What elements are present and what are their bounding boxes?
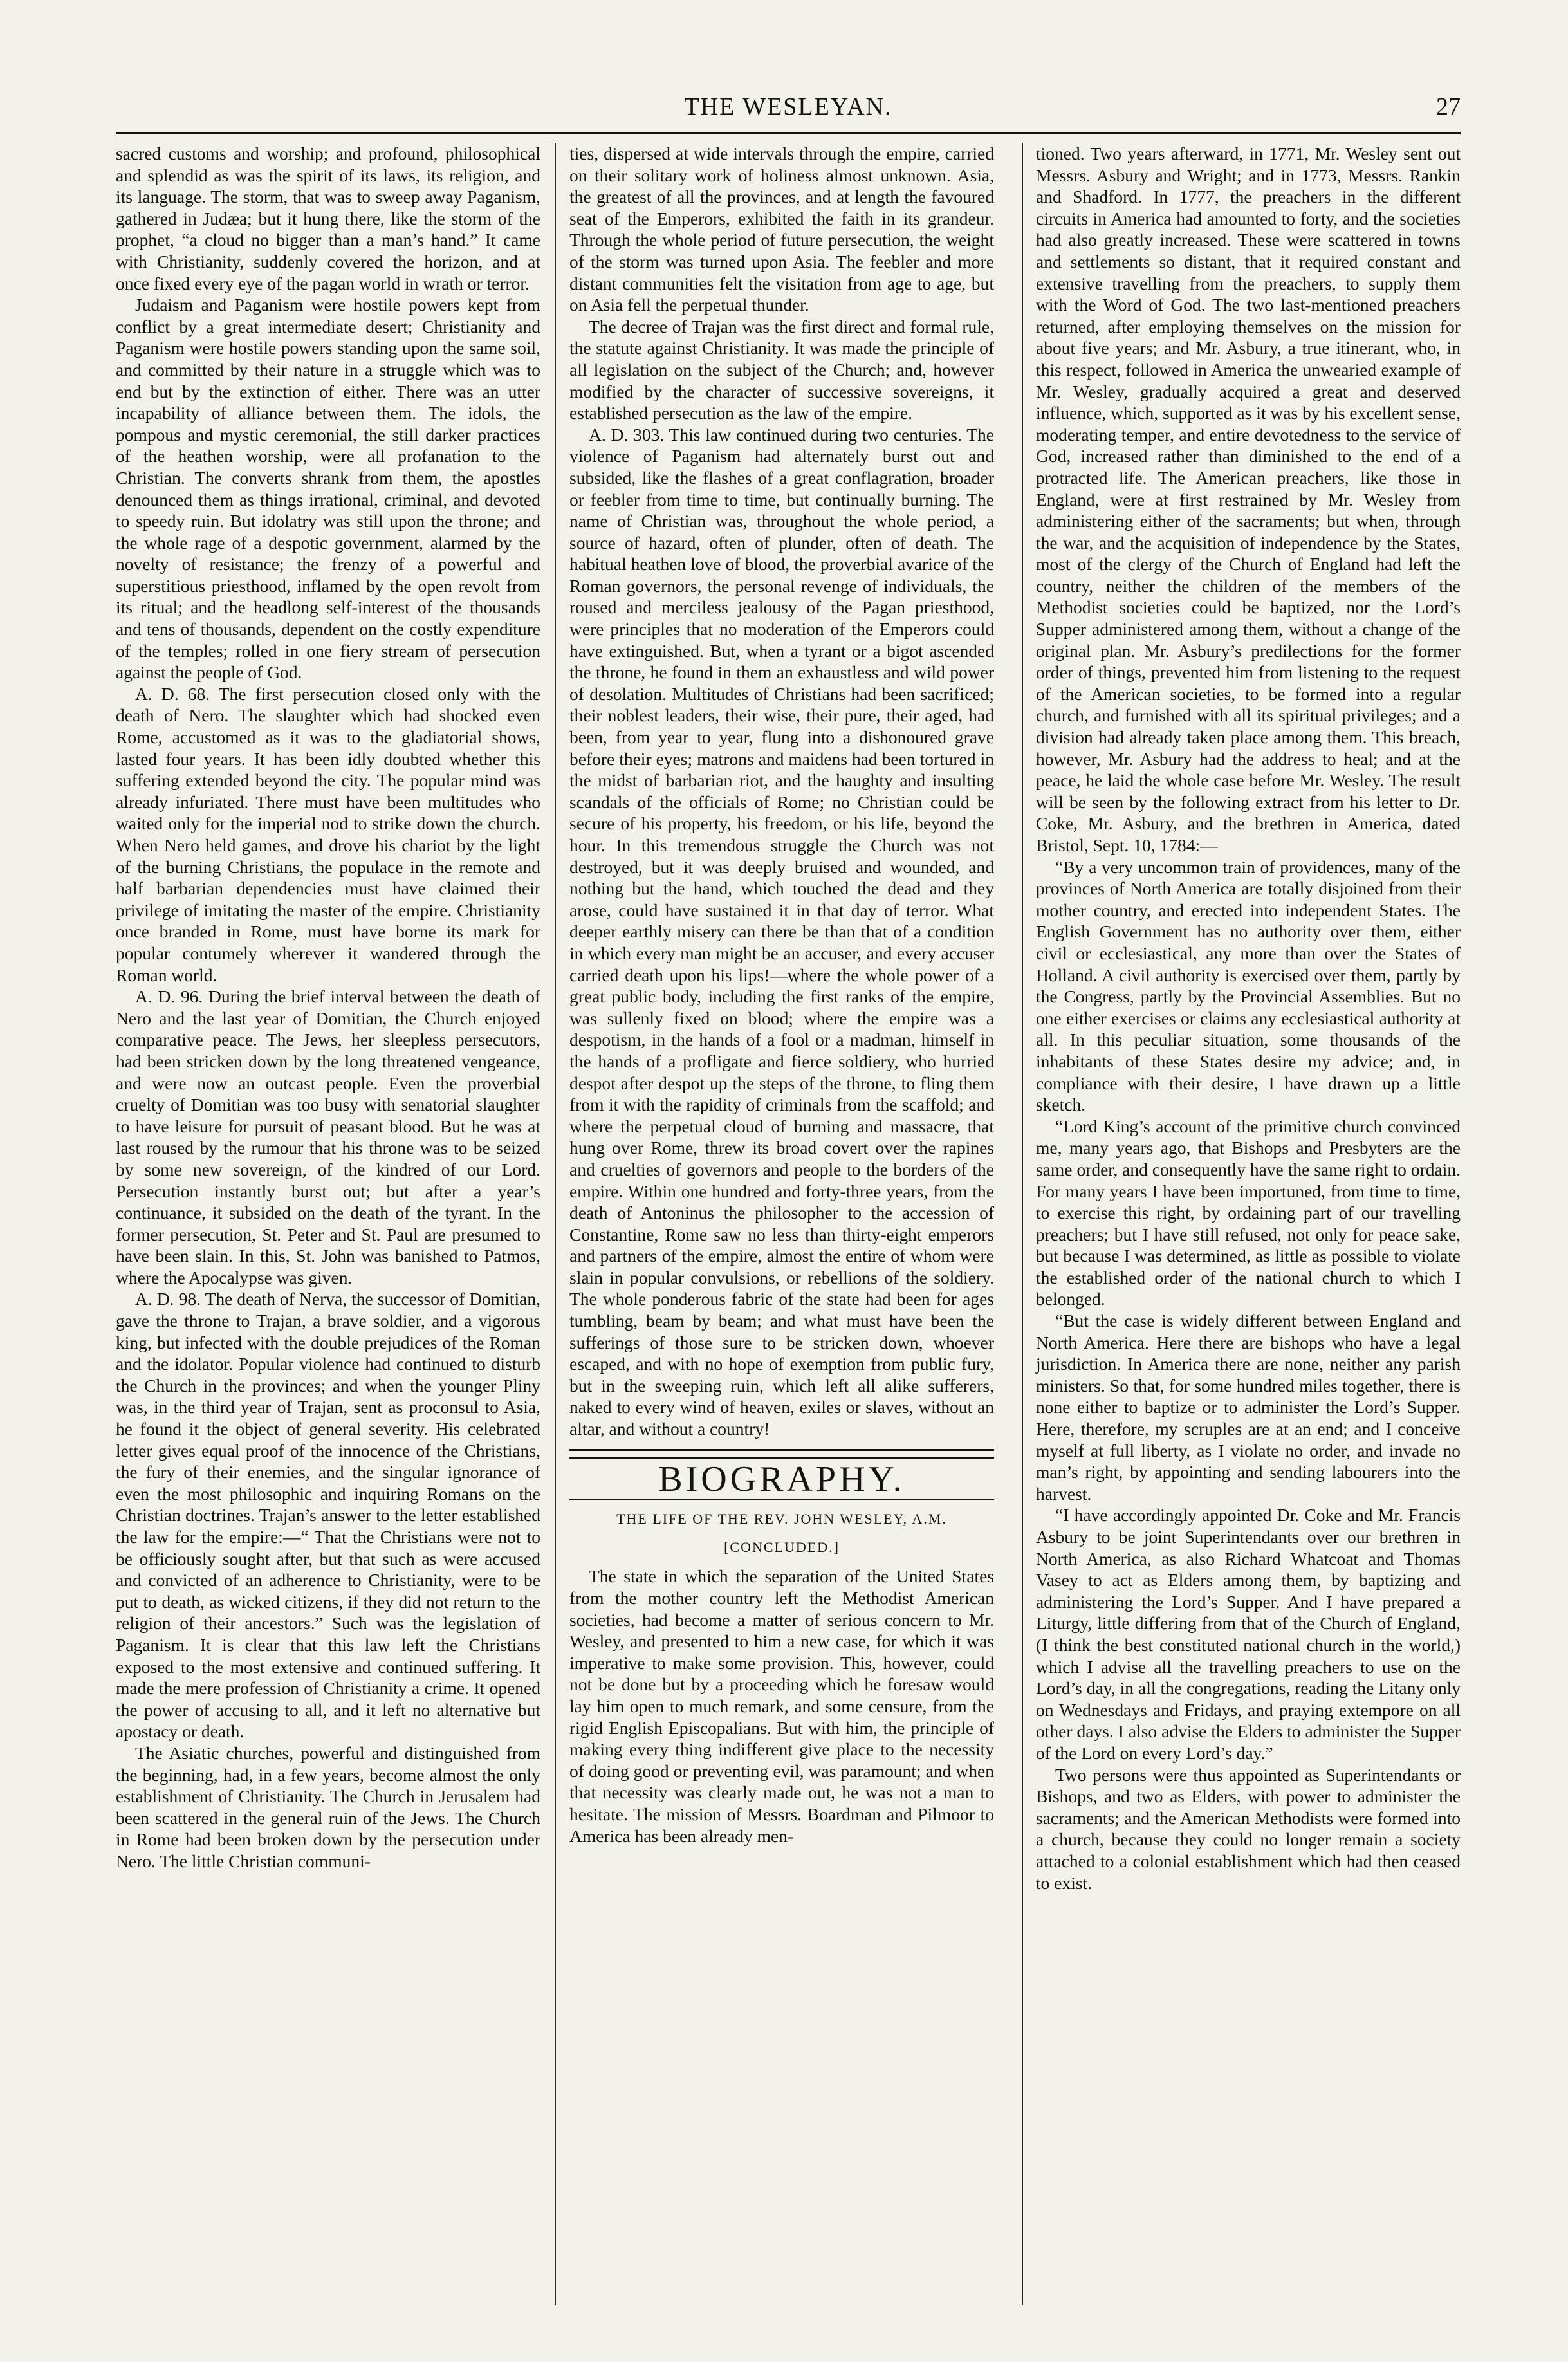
paragraph: A. D. 303. This law continued during two centuries. The violence of Paganism had alternately burst out and subsided, like the flashes of a great conflagration, broader or feebler from time to time, but continually burning. The name of Christian was, throughout the whole period, a source of hazard, often of plunder, often of death. The habitual heathen love of blood, the proverbial avarice of the Roman governors, the personal revenge of individuals, the roused and merciless jealousy of the Pagan priesthood, were principles that no moderation of the Emperors could have extinguished. But, when a tyrant or a bigot ascended the throne, he found in them an exhaustless and wild power of desolation. Multitudes of Christians had been sacrificed; their noblest leaders, their wise, their pure, their aged, had been, from year to year, flung into a dishonoured grave before their eyes; matrons and maidens had been tortured in the midst of barbarian riot, and the haughty and insulting scandals of the officials of Rome; no Christian could be secure of his property, his freedom, or his life, beyond the hour. In this tremendous struggle the Church was not destroyed, but it was deeply bruised and wounded, and nothing but the hand, which touched the dead and they arose, could have sustained it in that day of terror. What deeper earthly misery can there be than that of a condition in which every man might be an accuser, and every accuser carried death upon his lips!—where the whole power of a great public body, including the first ranks of the empire, was sullenly fixed on blood; where the empire was a despotism, in the hands of a fool or a madman, himself in the hands of a profligate and fierce soldiery, who hurried despot after despot up the steps of the throne, to fling them from it with the rapidity of criminals from the scaffold; and where the perpetual cloud of burning and massacre, that hung over Rome, threw its broad covert over the rapines and cruelties of governors and people to the borders of the empire. Within one hundred and forty-three years, from the death of Antoninus the philosopher to the accession of Constantine, Rome saw no less than thirty-eight emperors and partners of the empire, almost the entire of whom were slain in popular convulsions, or rebellions of the soldiery. The whole ponderous fabric of the state had been for ages tumbling, beam by beam; and what must have been the sufferings of those sure to be stricken down, whoever escaped, and with no hope of exemption from public fury, but in the sweeping ruin, which left all alike sufferers, naked to every wind of heaven, exiles or slaves, without an altar, and without a country! xyxy=(569,424,994,1439)
quote-paragraph: “But the case is widely different between England and North America. Here there are bishops who have a legal jurisdiction. In America there are none, neither any parish ministers. So that, for some hundred miles together, there is none either to baptize or to administer the Lord’s Supper. Here, therefore, my scruples are at an end; and I conceive myself at full liberty, as I violate no order, and invade no man’s right, by appointing and sending labourers into the harvest. xyxy=(1036,1311,1461,1504)
quote-paragraph: “I have accordingly appointed Dr. Coke and Mr. Francis Asbury to be joint Superintendants over our brethren in North America, as also Richard Whatcoat and Thomas Vasey to act as Elders among them, by baptizing and administering the Lord’s Supper. And I have prepared a Liturgy, little differing from that of the Church of England, (I think the best constituted national church in the world,) which I advise all the travelling preachers to use on the Lord’s day, in all the congregations, reading the Litany only on Wednesdays and Fridays, and praying extempore on all other days. I also advise the Elders to administer the Supper of the Lord on every Lord’s day.” xyxy=(1036,1505,1461,1763)
page-number: 27 xyxy=(1436,93,1461,120)
paragraph: A. D. 98. The death of Nerva, the successor of Domitian, gave the throne to Trajan, a brave soldier, and a vigorous king, but infected with the double prejudices of the Roman and the idolator. Popular violence had continued to disturb the Church in the provinces; and when the younger Pliny was, in the third year of Trajan, sent as proconsul to Asia, he found it the object of general severity. His celebrated letter gives equal proof of the innocence of the Christians, the fury of their enemies, and the singular ignorance of even the most philosophic and inquiring Romans on the Christian doctrines. Trajan’s answer to the letter established the law for the empire:—“ That the Christians were not to be officiously sought after, but that such as were accused and convicted of an adherence to Christianity, were to be put to death, as wicked citizens, if they did not return to the religion of their ancestors.” Such was the legislation of Paganism. It is clear that this law left the Christians exposed to the most extensive and continued suffering. It made the mere profession of Christianity a crime. It opened the power of accusing to all, and it left no alternative but apostacy or death. xyxy=(116,1289,540,1742)
page-header xyxy=(116,90,1461,129)
section-heading-biography: BIOGRAPHY. xyxy=(658,1459,905,1499)
concluded-label: [CONCLUDED.] xyxy=(724,1538,840,1555)
column-divider-1 xyxy=(555,143,556,2305)
section-rule xyxy=(569,1449,994,1459)
paragraph: Judaism and Paganism were hostile powers kept from conflict by a great intermediate desert; Christianity and Paganism were hostile powers standing upon the same soil, and committed by their nature in a struggle which was to end but by the extinction of either. There was an utter incapability of alliance between them. The idols, the pompous and mystic ceremonial, the still darker practices of the heathen worship, were all profanation to the Christian. The converts shrank from them, the apostles denounced them as things irrational, criminal, and devoted to speedy ruin. But idolatry was still upon the throne; and the whole rage of a despotic government, alarmed by the novelty of resistance; the frenzy of a powerful and superstitious priesthood, inflamed by the open revolt from its ritual; and the headlong self-interest of the thousands and tens of thousands, dependent on the costly expenditure of the temples; rolled in one fiery stream of persecution against the people of God. xyxy=(116,295,540,683)
running-title: THE WESLEYAN. xyxy=(684,93,892,120)
paragraph: The state in which the separation of the United States from the mother country left the Methodist American societies, had become a matter of serious concern to Mr. Wesley, and presented to him a new case, for which it was imperative to make some provision. This, however, could not be done but by a proceeding which he foresaw would lay him open to much remark, and some censure, from the rigid English Episcopalians. But with him, the principle of making every thing indifferent give place to the necessity of doing good or preventing evil, was paramount; and when that necessity was clearly made out, he was not a man to hesitate. The mission of Messrs. Boardman and Pilmoor to America has been already men- xyxy=(569,1566,994,1846)
paragraph: ties, dispersed at wide intervals through the empire, carried on their solitary work of holiness almost unknown. Asia, the greatest of all the provinces, and at length the favoured seat of the Emperors, exhibited the faith in its grandeur. Through the whole period of future persecution, the weight of the storm was turned upon Asia. The feebler and more distant communities felt the visitation from age to age, but on Asia fell the perpetual thunder. xyxy=(569,143,994,315)
paragraph: A. D. 68. The first persecution closed only with the death of Nero. The slaughter which had shocked even Rome, accustomed as it was to the gladiatorial shows, lasted four years. It has been idly doubted whether this suffering extended beyond the city. The popular mind was already infuriated. There must have been multitudes who waited only for the imperial nod to strike down the church. When Nero held games, and drove his chariot by the light of the burning Christians, the populace in the remote and half barbarian dependencies must have claimed their privilege of imitating the master of the empire. Christianity once branded in Rome, must have borne its mark for popular contumely wherever it wandered through the Roman world. xyxy=(116,683,540,985)
article-title: THE LIFE OF THE REV. JOHN WESLEY, A.M. xyxy=(616,1511,947,1527)
quote-paragraph: “Lord King’s account of the primitive church convinced me, many years ago, that Bishops and Presbyters are the same order, and consequently have the same right to ordain. For many years I have been importuned, from time to time, to exercise this right, by ordaining part of our travelling preachers; but I have still refused, not only for peace sake, but because I was determined, as little as possible to violate the established order of the national church to which I belonged. xyxy=(1036,1116,1461,1309)
header-rule xyxy=(116,132,1461,134)
column-divider-2 xyxy=(1022,143,1023,2305)
quote-paragraph: “By a very uncommon train of providences, many of the provinces of North America are totally disjoined from their mother country, and erected into independent States. The English Government has no authority over them, either civil or ecclesiastical, any more than over the States of Holland. A civil authority is exercised over them, partly by the Congress, partly by the Provincial Assemblies. But no one either exercises or claims any ecclesiastical authority at all. In this peculiar situation, some thousands of the inhabitants of these States desire my advice; and, in compliance with their desire, I have drawn up a little sketch. xyxy=(1036,856,1461,1115)
column-2 xyxy=(569,143,994,1847)
column-3 xyxy=(1036,143,1461,1894)
paragraph: A. D. 96. During the brief interval between the death of Nero and the last year of Domitian, the Church enjoyed comparative peace. The Jews, her sleepless persecutors, had been stricken down by the long threatened vengeance, and were now an outcast people. Even the proverbial cruelty of Domitian was too busy with senatorial slaughter to have leisure for pursuit of peasant blood. But he was at last roused by the rumour that his throne was to be seized by some new sovereign, of the kindred of our Lord. Persecution instantly burst out; but after a year’s continuance, it subsided on the death of the tyrant. In the former persecution, St. Peter and St. Paul are presumed to have been slain. In this, St. John was banished to Patmos, where the Apocalypse was given. xyxy=(116,986,540,1287)
heading-rule xyxy=(569,1499,994,1500)
paragraph: tioned. Two years afterward, in 1771, Mr. Wesley sent out Messrs. Asbury and Wright; and in 1773, Messrs. Rankin and Shadford. In 1777, the preachers in the different circuits in America had amounted to forty, and the societies had also greatly increased. These were scattered in towns and settlements so distant, that it required constant and extensive travelling from the preachers, to supply them with the Word of God. The two last-mentioned preachers returned, after employing themselves on the mission for about five years; and Mr. Asbury, a true itinerant, who, in this respect, followed in America the unwearied example of Mr. Wesley, gradually acquired a great and deserved influence, which, supported as it was by his excellent sense, moderating temper, and entire devotedness to the service of God, increased rather than diminished to the end of a protracted life. The American preachers, like those in England, were at first restrained by Mr. Wesley from administering either of the sacraments; but when, through the war, and the acquisition of independence by the States, most of the clergy of the Church of England had left the country, neither the children of the members of the Methodist societies could be baptized, nor the Lord’s Supper administered among them, without a change of the original plan. Mr. Asbury’s predilections for the former order of things, prevented him from listening to the request of the American societies, to be formed into a regular church, and furnished with all its spiritual privileges; and a division had already taken place among them. This breach, however, Mr. Asbury had the address to heal; and at the peace, he laid the whole case before Mr. Wesley. The result will be seen by the following extract from his letter to Dr. Coke, Mr. Asbury, and the brethren in America, dated Bristol, Sept. 10, 1784:— xyxy=(1036,143,1461,855)
paragraph: sacred customs and worship; and profound, philosophical and splendid as was the spirit of its laws, its religion, and its language. The storm, that was to sweep away Paganism, gathered in Judæa; but it hung there, like the storm of the prophet, “a cloud no bigger than a man’s hand.” It came with Christianity, suddenly covered the horizon, and at once fixed every eye of the pagan world in wrath or terror. xyxy=(116,143,540,293)
column-1 xyxy=(116,143,540,1872)
paragraph: The Asiatic churches, powerful and distinguished from the beginning, had, in a few years, become almost the only establishment of Christianity. The Church in Jerusalem had been scattered in the general ruin of the Jews. The Church in Rome had been broken down by the persecution under Nero. The little Christian communi- xyxy=(116,1742,540,1871)
paragraph: Two persons were thus appointed as Superintendants or Bishops, and two as Elders, with power to administer the sacraments; and the American Methodists were formed into a church, because they could no longer remain a society attached to a colonial establishment which had then ceased to exist. xyxy=(1036,1764,1461,1893)
paragraph: The decree of Trajan was the first direct and formal rule, the statute against Christianity. It was made the principle of all legislation on the subject of the Church; and, however modified by the character of successive sovereigns, it established persecution as the law of the empire. xyxy=(569,316,994,423)
